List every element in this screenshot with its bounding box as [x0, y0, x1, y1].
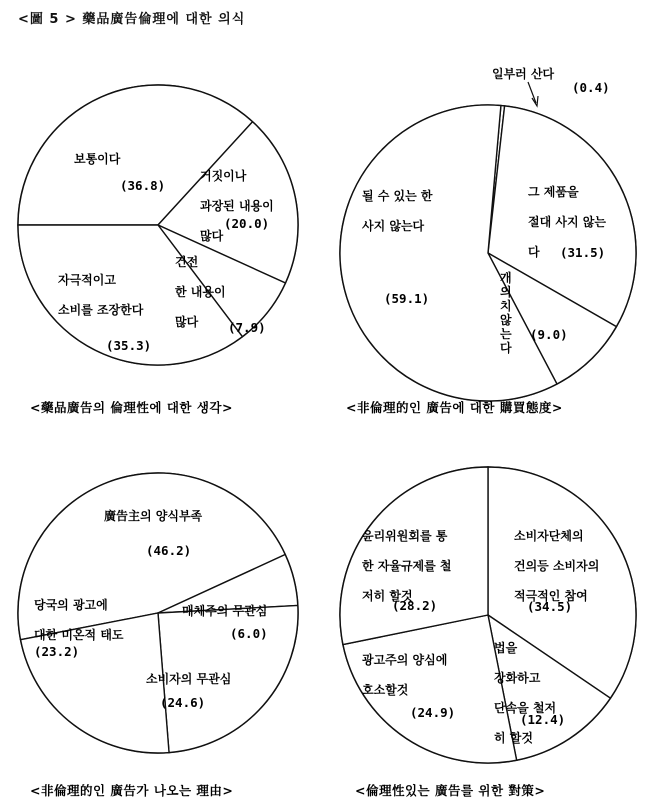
slice-value: (28.2): [392, 598, 438, 613]
slice-label: 윤리위원회를 통 한 자율규제를 철 저히 할것: [362, 529, 452, 603]
slice-label: 법을 강화하고 단속을 철저 히 할것: [494, 641, 557, 745]
slice-value: (36.8): [120, 178, 166, 193]
slice-value: (35.3): [106, 338, 152, 353]
pie-chart-4: [340, 467, 636, 798]
slice-value: (7.9): [228, 320, 266, 335]
slice-value: (0.4): [572, 80, 610, 95]
slice-value: (46.2): [146, 543, 192, 558]
slice-value: (24.9): [410, 705, 456, 720]
pie-chart-1: [18, 85, 298, 415]
slice-label: 보통이다: [74, 152, 121, 166]
slice-value: (31.5): [560, 245, 606, 260]
slice-label: 거짓이나 과장된 내용이 많다: [200, 169, 274, 243]
slice-label: 廣告主의 양식부족: [104, 509, 203, 523]
pie-chart-3: [18, 473, 298, 798]
leader-line: [528, 82, 536, 103]
slice-label: 될 수 있는 한 사지 않는다: [362, 189, 433, 233]
slice-value: (23.2): [34, 644, 80, 659]
pie-slice: [340, 467, 488, 645]
slice-label: 당국의 광고에 대한 미온적 태도: [34, 598, 124, 642]
slice-value: (24.6): [160, 695, 206, 710]
slice-label: 개 의 치 않 는 다: [500, 271, 512, 355]
slice-label: 매체주의 무관심: [182, 604, 268, 618]
chart-caption: <非倫理的인 廣告가 나오는 理由>: [30, 783, 234, 798]
chart-caption: <倫理性있는 廣告를 위한 對策>: [355, 783, 546, 798]
slice-value: (9.0): [530, 327, 568, 342]
chart-caption: <藥品廣告의 倫理性에 대한 생각>: [30, 400, 233, 415]
slice-label: 일부러 산다: [492, 67, 555, 81]
slice-value: (34.5): [527, 599, 573, 614]
slice-value: (6.0): [230, 626, 268, 641]
slice-label: 그 제품을 절대 사지 않는 다: [528, 185, 606, 259]
pie-chart-2: [340, 66, 636, 415]
page-title: <圖 5 > 藥品廣告倫理에 대한 의식: [18, 12, 246, 27]
chart-caption: <非倫理的인 廣告에 대한 購買態度>: [346, 400, 563, 415]
slice-value: (20.0): [224, 216, 270, 231]
slice-label: 광고주의 양심에 호소할것: [362, 653, 448, 697]
slice-label: 자극적이고 소비를 조장한다: [58, 273, 144, 317]
slice-label: 건전 한 내용이 많다: [175, 255, 226, 329]
slice-value: (12.4): [520, 712, 566, 727]
slice-label: 소비자의 무관심: [146, 672, 232, 686]
slice-value: (59.1): [384, 291, 430, 306]
slice-label: 소비자단체의 건의등 소비자의 적극적인 참여: [514, 529, 600, 603]
